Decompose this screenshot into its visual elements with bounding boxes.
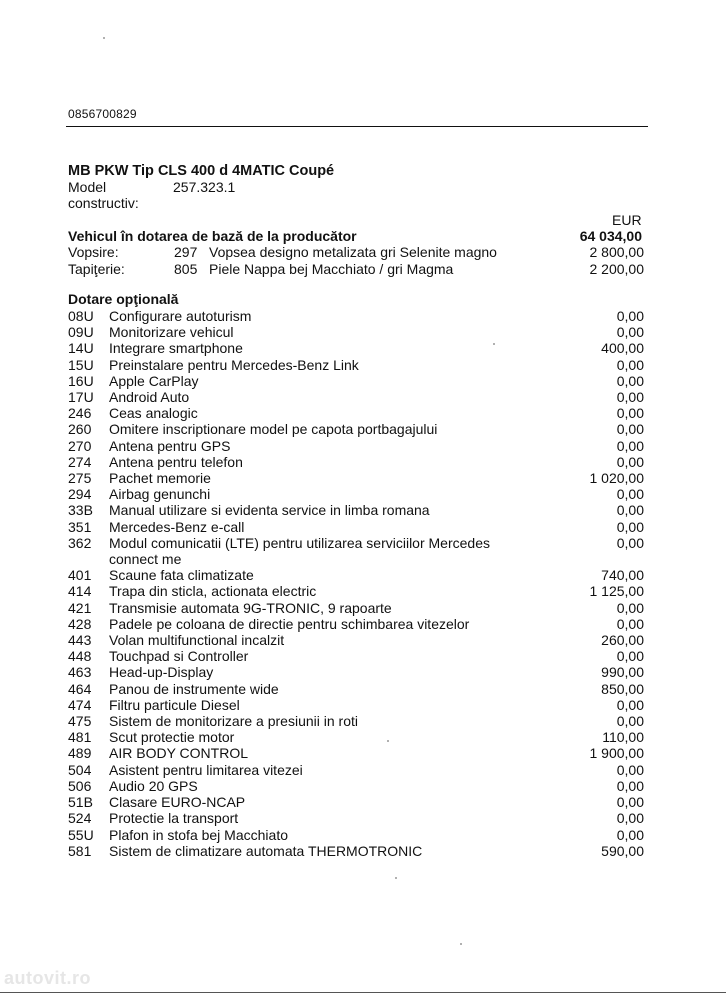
option-code: 474 [68,696,92,713]
option-row [68,697,644,713]
base-row-upholstery [68,261,644,277]
option-desc: Integrare smartphone [109,340,243,357]
option-desc: Protectie la transport [109,810,239,827]
model-label [68,179,154,211]
option-row [68,324,644,340]
option-price: 0,00 [616,810,644,827]
option-row [68,648,644,664]
option-desc: Sistem de monitorizare a presiunii in roti [109,713,358,730]
option-code: 14U [68,340,94,357]
option-price: 0,00 [616,437,644,454]
option-price: 1 020,00 [589,470,644,487]
options-title: Dotare opţională [68,291,179,307]
option-price: 0,00 [616,372,644,389]
option-price: 0,00 [616,648,644,665]
option-code: 581 [68,842,92,859]
scan-speck [460,943,462,945]
option-price: 1 900,00 [589,745,644,762]
option-desc: Padele pe coloana de directie pentru schimbarea vitezelor [109,615,470,632]
option-price: 0,00 [616,356,644,373]
option-price: 0,00 [616,502,644,519]
option-row [68,373,644,389]
option-desc: Audio 20 GPS [109,777,198,794]
option-row [68,519,644,535]
option-row [68,681,644,697]
option-code: 475 [68,713,92,730]
option-desc: Manual utilizare si evidenta service in limba romana [109,502,430,519]
option-code: 414 [68,583,92,600]
option-row [68,389,644,405]
option-desc: Panou de instrumente wide [109,680,279,697]
option-row [68,438,644,454]
option-price: 850,00 [601,680,644,697]
option-code: 504 [68,761,92,778]
option-desc: Volan multifunctional incalzit [109,632,285,649]
option-code: 421 [68,599,92,616]
option-desc: Pachet memorie [109,470,211,487]
option-desc: Antena pentru GPS [109,437,231,454]
option-row [68,421,644,437]
option-desc: Omitere inscriptionare model pe capota portbagajului [109,421,438,438]
option-row [68,600,644,616]
options-list [68,308,644,859]
option-row [68,843,644,859]
option-code: 463 [68,664,92,681]
base-equipment-total: 64 034,00 [579,228,642,244]
option-row [68,729,644,745]
option-code: 351 [68,518,92,535]
document-number: 0856700829 [68,107,137,121]
option-code: 362 [68,534,92,551]
option-row [68,454,644,470]
option-desc: Scaune fata climatizate [109,567,254,584]
option-code: 55U [68,826,94,843]
option-desc: Asistent pentru limitarea vitezei [109,761,303,778]
option-desc: Antena pentru telefon [109,453,243,470]
option-code: 481 [68,729,92,746]
option-desc: Apple CarPlay [109,372,199,389]
option-code: 294 [68,486,92,503]
option-price: 0,00 [616,777,644,794]
option-desc: Head-up-Display [109,664,214,681]
option-code: 270 [68,437,92,454]
option-desc: Airbag genunchi [109,486,211,503]
base-row-code: 297 [174,244,198,260]
option-code: 17U [68,389,94,406]
option-code: 401 [68,567,92,584]
base-row-label: Tapiţerie: [68,261,125,277]
option-price: 0,00 [616,308,644,324]
option-code: 09U [68,324,94,341]
scan-speck [103,37,105,39]
option-price: 0,00 [616,615,644,632]
option-price: 1 125,00 [589,583,644,600]
option-price: 0,00 [616,534,644,551]
base-row-label: Vopsire: [68,244,119,260]
option-price: 590,00 [601,842,644,859]
option-desc: Trapa din sticla, actionata electric [109,583,317,600]
option-row [68,810,644,826]
page-bottom-edge [0,992,726,993]
option-code: 275 [68,470,92,487]
option-code: 443 [68,632,92,649]
option-price: 0,00 [616,826,644,843]
option-price: 0,00 [616,696,644,713]
option-code: 524 [68,810,92,827]
option-price: 990,00 [601,664,644,681]
option-price: 0,00 [616,324,644,341]
option-price: 0,00 [616,761,644,778]
option-code: 16U [68,372,94,389]
option-desc: Scut protectie motor [109,729,235,746]
option-desc: Plafon in stofa bej Macchiato [109,826,288,843]
base-row-price: 2 800,00 [589,244,644,260]
option-price: 0,00 [616,421,644,438]
option-row [68,664,644,680]
vehicle-title: MB PKW Tip CLS 400 d 4MATIC Coupé [68,163,335,179]
option-row [68,405,644,421]
option-code: 08U [68,308,94,324]
option-desc: Clasare EURO-NCAP [109,794,246,811]
option-desc: Preinstalare pentru Mercedes-Benz Link [109,356,359,373]
option-desc: Ceas analogic [109,405,198,422]
base-row-code: 805 [174,261,198,277]
option-row [68,567,644,583]
option-row [68,470,644,486]
option-row [68,745,644,761]
option-row [68,778,644,794]
option-row [68,762,644,778]
option-row [68,794,644,810]
option-price: 0,00 [616,713,644,730]
header-divider [66,126,648,127]
option-desc: Filtru particule Diesel [109,696,240,713]
option-price: 0,00 [616,794,644,811]
option-row [68,308,644,324]
option-desc: Mercedes-Benz e-call [109,518,245,535]
option-price: 0,00 [616,486,644,503]
option-price: 0,00 [616,389,644,406]
option-price: 0,00 [616,405,644,422]
scan-speck [395,877,397,879]
option-row [68,502,644,518]
option-row [68,616,644,632]
option-row [68,827,644,843]
model-label-text: Model constructiv: [68,179,139,211]
base-equipment-title: Vehicul în dotarea de bază de la producător [68,228,357,244]
option-price: 400,00 [601,340,644,357]
option-row [68,486,644,502]
option-code: 33B [68,502,93,519]
base-row-price: 2 200,00 [589,261,644,277]
option-desc: Modul comunicatii (LTE) pentru utilizarea serviciilor Mercedes connect me [109,534,490,568]
option-desc: Sistem de climatizare automata THERMOTRONIC [109,842,423,859]
base-row-paint [68,244,644,260]
option-row [68,340,644,356]
option-row [68,583,644,599]
option-desc: Configurare autoturism [109,308,252,324]
option-row [68,535,644,567]
option-desc: Transmisie automata 9G-TRONIC, 9 rapoarte [109,599,392,616]
option-price: 260,00 [601,632,644,649]
option-row [68,713,644,729]
option-code: 428 [68,615,92,632]
option-row [68,357,644,373]
option-code: 51B [68,794,93,811]
base-row-desc: Vopsea designo metalizata gri Selenite magno [209,244,497,260]
option-code: 489 [68,745,92,762]
option-desc: Android Auto [109,389,190,406]
option-code: 15U [68,356,94,373]
option-code: 464 [68,680,92,697]
option-desc: AIR BODY CONTROL [109,745,248,762]
base-row-desc: Piele Nappa bej Macchiato / gri Magma [209,261,454,277]
option-desc: Monitorizare vehicul [109,324,234,341]
option-price: 0,00 [616,453,644,470]
option-code: 260 [68,421,92,438]
option-code: 506 [68,777,92,794]
option-row [68,632,644,648]
option-price: 0,00 [616,518,644,535]
option-price: 0,00 [616,599,644,616]
watermark: autovit.ro [4,968,92,988]
option-price: 740,00 [601,567,644,584]
model-value: 257.323.1 [173,179,236,195]
option-code: 274 [68,453,92,470]
option-desc: Touchpad si Controller [109,648,249,665]
option-code: 246 [68,405,92,422]
option-code: 448 [68,648,92,665]
currency-label: EUR [612,212,642,228]
option-price: 110,00 [602,729,644,746]
